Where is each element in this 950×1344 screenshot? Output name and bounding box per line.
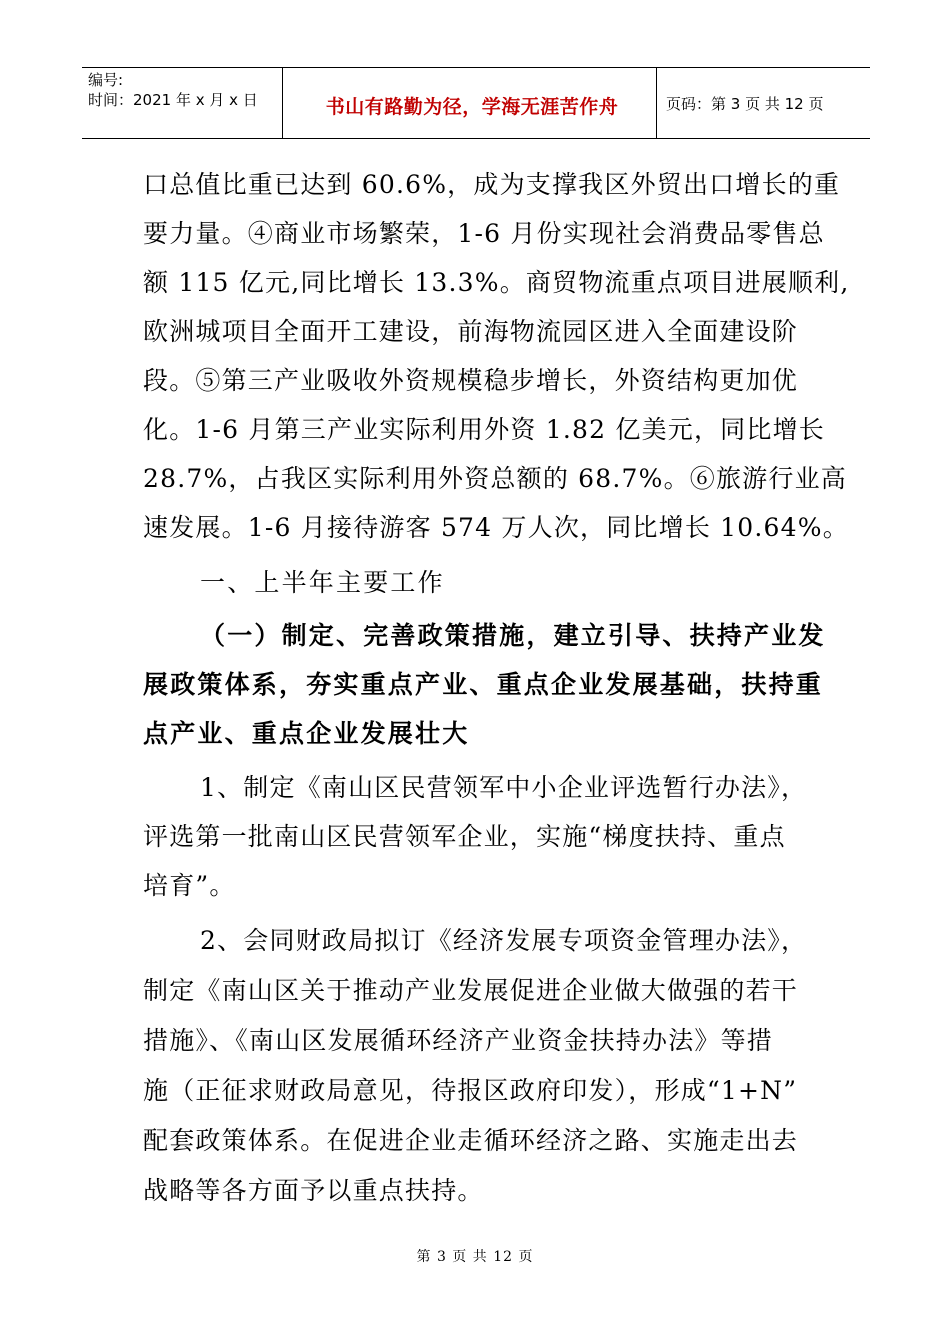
doc-number-label: 编号: <box>88 71 124 89</box>
header-meta <box>82 68 282 138</box>
body-line: 额 115 亿元,同比增长 13.3%。商贸物流重点项目进展顺利, <box>143 268 850 297</box>
header-motto: 书山有路勤为径，学海无涯苦作舟 <box>325 96 619 118</box>
body-line: 欧洲城项目全面开工建设，前海物流园区进入全面建设阶 <box>143 317 799 346</box>
body-line: 段。⑤第三产业吸收外资规模稳步增长，外资结构更加优 <box>143 366 799 395</box>
section-heading: 一、上半年主要工作 <box>200 568 445 597</box>
body-line: 施（正征求财政局意见，待报区政府印发），形成“1+N” <box>143 1076 798 1105</box>
subsection-heading: （一）制定、完善政策措施，建立引导、扶持产业发 <box>200 621 826 650</box>
body-line: 1、制定《南山区民营领军中小企业评选暂行办法》， <box>200 773 808 802</box>
doc-time-label: 时间：2021 年 x 月 x 日 <box>88 91 258 109</box>
header-page-info: 页码：第 3 页 共 12 页 <box>666 95 824 113</box>
body-line: 培育”。 <box>143 871 236 900</box>
body-line: 要力量。④商业市场繁荣，1-6 月份实现社会消费品零售总 <box>143 219 825 248</box>
body-line: 2、会同财政局拟订《经济发展专项资金管理办法》， <box>200 926 808 955</box>
body-line: 配套政策体系。在促进企业走循环经济之路、实施走出去 <box>143 1126 799 1155</box>
subsection-heading: 展政策体系，夯实重点产业、重点企业发展基础，扶持重 <box>143 670 824 699</box>
page-footer: 第 3 页 共 12 页 <box>416 1249 534 1265</box>
header-divider <box>282 68 283 138</box>
header-divider <box>656 68 657 138</box>
body-line: 评选第一批南山区民营领军企业，实施“梯度扶持、重点 <box>143 822 786 851</box>
subsection-heading: 点产业、重点企业发展壮大 <box>143 719 470 748</box>
body-line: 措施》、《南山区发展循环经济产业资金扶持办法》等措 <box>143 1026 774 1055</box>
body-line: 化。1-6 月第三产业实际利用外资 1.82 亿美元，同比增长 <box>143 415 825 444</box>
body-line: 口总值比重已达到 60.6%，成为支撑我区外贸出口增长的重 <box>143 170 841 199</box>
body-line: 制定《南山区关于推动产业发展促进企业做大做强的若干 <box>143 976 799 1005</box>
body-line: 战略等各方面予以重点扶持。 <box>143 1176 484 1205</box>
body-line: 28.7%，占我区实际利用外资总额的 68.7%。⑥旅游行业高 <box>143 464 847 493</box>
body-line: 速发展。1-6 月接待游客 574 万人次，同比增长 10.64%。 <box>143 513 849 542</box>
document-header <box>82 67 870 139</box>
